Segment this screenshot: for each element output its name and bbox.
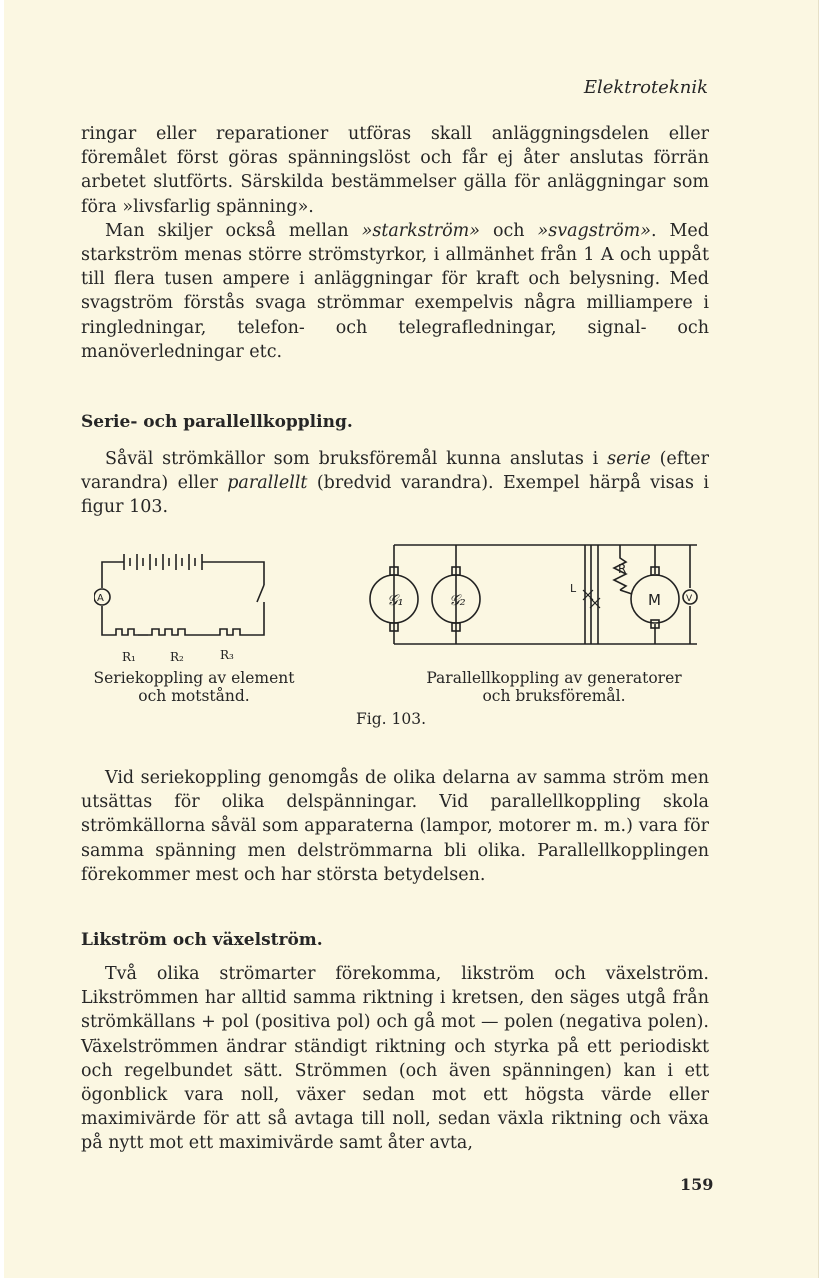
svg-text:V: V	[686, 594, 693, 604]
running-header: Elektroteknik	[583, 77, 708, 98]
caption-left: Seriekoppling av element och motstånd.	[93, 669, 295, 705]
section-heading: Likström och växelström.	[81, 930, 323, 950]
likstrom-text	[81, 962, 709, 1156]
label-r2: R₂	[170, 650, 184, 664]
resistor-r2	[148, 629, 189, 635]
svg-text:A: A	[97, 593, 104, 604]
term-starkstrom: »starkström»	[361, 220, 480, 241]
label-l: L	[570, 582, 577, 595]
label-r1: R₁	[122, 650, 136, 664]
label-g1: 𝒢₁	[387, 591, 404, 609]
intro-text	[81, 122, 709, 364]
resistor-r3	[215, 629, 244, 635]
paragraph: Två olika strömarter förekomma, likström och växelström. Likströmmen har alltid samma riktning i kretsen, den säges utgå från strömkällans + pol (positiva pol) och gå mot — polen (negativa polen). Växelströmmen ändrar ständigt riktning och styrka på ett periodiskt och regelbundet sätt. Strömmen (och även spänningen) kan i ett ögonblick vara noll, växer sedan mot ett högsta värde eller maximivärde för att så avtaga till noll, sedan växla riktning och växa på nytt mot ett maximivärde samt åter avta,	[81, 964, 709, 1154]
term-parallellt: parallellt	[227, 473, 308, 494]
book-page	[4, 0, 819, 1278]
resistor-r1	[112, 629, 138, 635]
paragraph: ringar eller reparationer utföras skall anläggningsdelen eller föremålet först göras spänningslöst och får ej åter anslutas förrän arbetet slutförts. Särskilda bestämmelser gälla för anläggningar som föra »livsfarlig spänning».	[81, 124, 709, 217]
series-circuit-diagram	[94, 540, 284, 675]
paragraph: Man skiljer också mellan »starkström» och »svagström». Med starkström menas större strömstyrkor, i allmänhet från 1 A och uppåt till flera tusen ampere i anläggningar för kraft och belysning. Med svagström förstås svaga strömmar exempelvis några milliampere i ringledningar, telefon- och telegrafledningar, signal- och manöverledningar etc.	[81, 220, 709, 362]
serie-text	[81, 447, 709, 520]
wire	[102, 562, 124, 588]
label-m: M	[648, 591, 661, 609]
term-svagstrom: »svagström»	[537, 220, 651, 241]
caption-right: Parallellkoppling av generatorer och bruksföremål.	[426, 669, 682, 705]
label-r3: R₃	[220, 648, 234, 662]
paragraph: Såväl strömkällor som bruksföremål kunna anslutas i serie (efter varandra) eller parallellt (bredvid varandra). Exempel härpå visas i figur 103.	[81, 449, 709, 518]
parallel-circuit-diagram	[364, 540, 704, 660]
label-r: R	[618, 562, 627, 576]
term-serie: serie	[607, 449, 651, 469]
section-heading: Serie- och parallellkoppling.	[81, 412, 353, 432]
label-g2: 𝒢₂	[449, 591, 466, 609]
paragraph: Vid seriekoppling genomgås de olika delarna av samma ström men utsättas för olika delspänningar. Vid parallellkoppling skola strömkällorna såväl som apparaterna (lampor, motorer m. m.) vara för samma spänning men delströmmarna bli olika. Parallellkopplingen förekommer mest och har största betydelsen.	[81, 768, 709, 885]
page-number: 159	[680, 1175, 714, 1194]
figure-number: Fig. 103.	[356, 710, 426, 728]
middle-text	[81, 766, 709, 887]
